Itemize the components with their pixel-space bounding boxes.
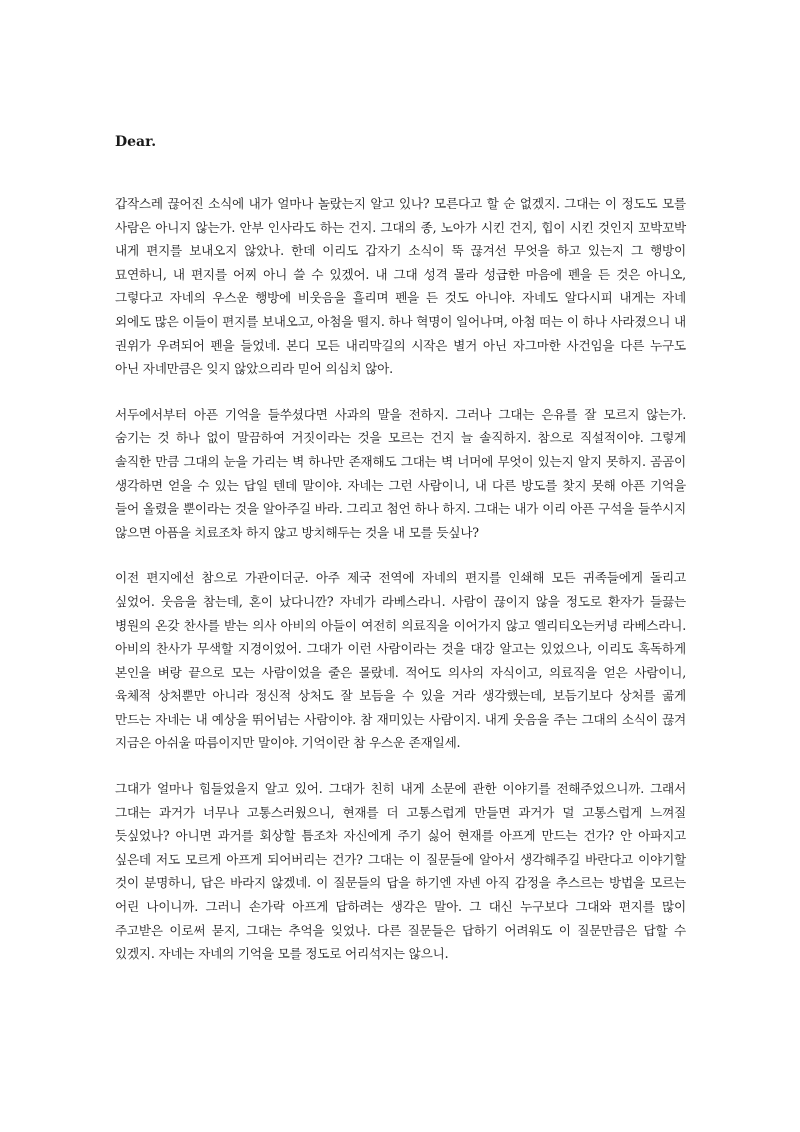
letter-paragraph-1: 갑작스레 끊어진 소식에 내가 얼마나 놀랐는지 알고 있나? 모른다고 할 순 없겠지. 그대는 이 정도도 모를 사람은 아니지 않는가. 안부 인사라도 하는 건지. 그대의 종, 노아가 시킨 건지, 힙이 시킨 것인지 꼬박꼬박 내게 편지를 보내오지 않았나. 한데 이리도 갑자기 소식이 뚝 끊겨선 무엇을 하고 있는지 그 행방이 묘연하니, 내 편지를 어찌 아니 쓸 수 있겠어. 내 그대 성격 몰라 성급한 마음에 펜을 든 것은 아니오, 그렇다고 자네의 우스운 행방에 비웃음을 흘리며 펜을 든 것도 아니야. 자네도 알다시피 내게는 자네 외에도 많은 이들이 편지를 보내오고, 아첨을 떨지. 하나 혁명이 일어나며, 아첨 떠는 이 하나 사라졌으니 내 권위가 우려되어 펜을 들었네. 본디 모든 내리막길의 시작은 별거 아닌 자그마한 사건임을 다른 누구도 아닌 자네만큼은 잊지 않았으리라 믿어 의심치 않아.: [115, 196, 687, 377]
letter-salutation: Dear.: [115, 134, 157, 150]
letter-body: [115, 192, 686, 988]
letter-paragraph-3: 이전 편지에선 참으로 가관이더군. 아주 제국 전역에 자네의 편지를 인쇄해 모든 귀족들에게 돌리고 싶었어. 웃음을 참는데, 혼이 났다니깐? 자네가 라베스라니. 사람이 끊이지 않을 정도로 환자가 들끓는 병원의 온갖 찬사를 받는 의사 아비의 아들이 여전히 의료직을 이어가지 않고 엘리티오는커녕 라베스라니. 아비의 찬사가 무색할 지경이었어. 그대가 이런 사람이라는 것을 대강 알고는 있었으나, 이리도 혹독하게 본인을 벼랑 끝으로 모는 사람이었을 줄은 몰랐네. 적어도 의사의 자식이고, 의료직을 얻은 사람이니, 육체적 상처뿐만 아니라 정신적 상처도 잘 보듬을 수 있을 거라 생각했는데, 보듬기보다 상처를 곪게 만드는 자네는 내 예상을 뛰어넘는 사람이야. 참 재미있는 사람이지. 내게 웃음을 주는 그대의 소식이 끊겨 지금은 아쉬울 따름이지만 말이야. 기억이란 참 우스운 존재일세.: [115, 570, 686, 751]
letter-paragraph-2: 서두에서부터 아픈 기억을 들쑤셨다면 사과의 말을 전하지. 그러나 그대는 은유를 잘 모르지 않는가. 숨기는 것 하나 없이 말끔하여 거짓이라는 것을 모르는 건지 늘 솔직하지. 참으로 직설적이야. 그렇게 솔직한 만큼 그대의 눈을 가리는 벽 하나만 존재해도 그대는 벽 너머에 무엇이 있는지 알지 못하지. 곰곰이 생각하면 얻을 수 있는 답일 텐데 말이야. 자네는 그런 사람이니, 내 다른 방도를 찾지 못해 아픈 기억을 들어 올렸을 뿐이라는 것을 알아주길 바라. 그리고 첨언 하나 하지. 그대는 내가 이리 아픈 구석을 들쑤시지 않으면 아픔을 치료조차 하지 않고 방치해두는 것을 내 모를 듯싶나?: [115, 406, 686, 540]
letter-paragraph-4: 그대가 얼마나 힘들었을지 알고 있어. 그대가 친히 내게 소문에 관한 이야기를 전해주었으니까. 그래서 그대는 과거가 너무나 고통스러웠으니, 현재를 더 고통스럽게 만들면 과거가 덜 고통스럽게 느껴질 듯싶었나? 아니면 과거를 회상할 틈조차 자신에게 주기 싫어 현재를 아프게 만드는 건가? 안 아파지고 싶은데 저도 모르게 아프게 되어버리는 건가? 그대는 이 질문들에 알아서 생각해주길 바란다고 이야기할 것이 분명하니, 답은 바라지 않겠네. 이 질문들의 답을 하기엔 자넨 아직 감정을 추스르는 방법을 모르는 어린 나이니까. 그러니 손가락 아프게 답하려는 생각은 말아. 그 대신 누구보다 그대와 편지를 많이 주고받은 이로써 묻지, 그대는 추억을 잊었나. 다른 질문들은 답하기 어려워도 이 질문만큼은 답할 수 있겠지. 자네는 자네의 기억을 모를 정도로 어리석지는 않으니.: [115, 781, 686, 962]
